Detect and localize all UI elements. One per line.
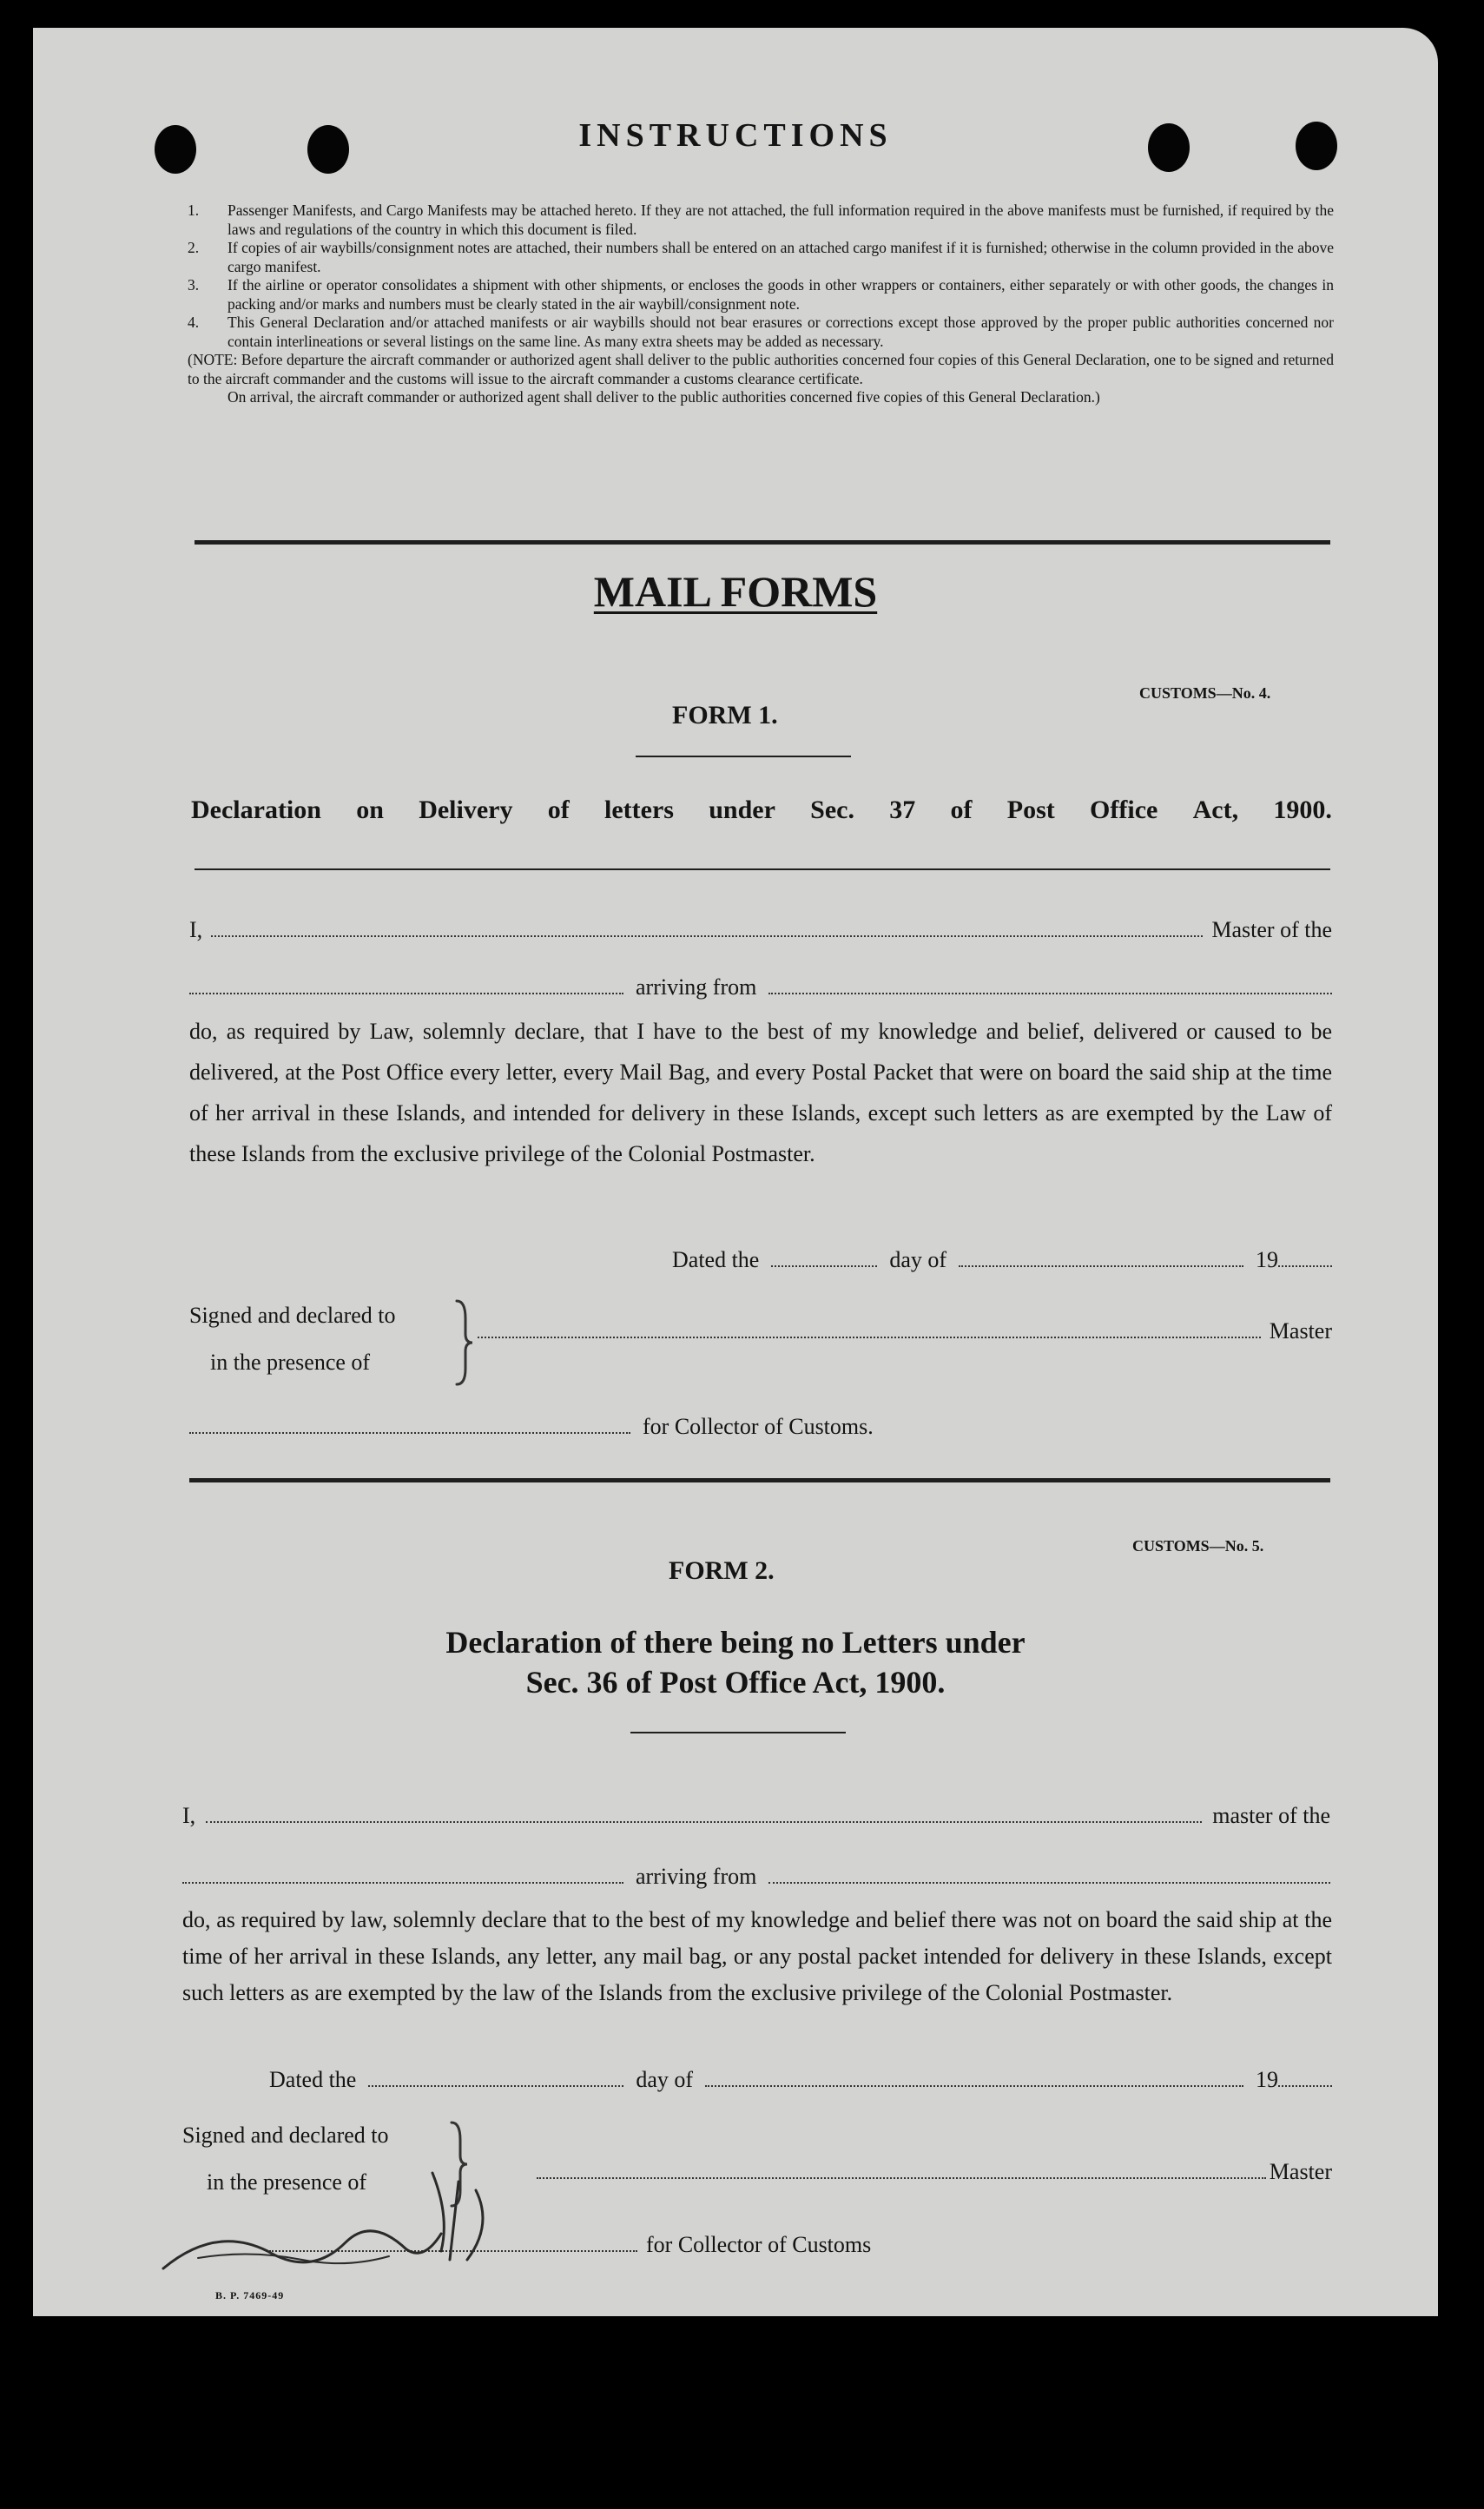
form1-heading bbox=[191, 796, 1332, 825]
form2-title: FORM 2. bbox=[669, 1556, 775, 1585]
form2-collector-line: for Collector of Customs bbox=[269, 2232, 1051, 2258]
instruction-item: 1. Passenger Manifests, and Cargo Manifests may be attached hereto. If they are not attached, the full information required in the above manifests must be furnished, if required by the laws and regulations of the country in which this document is filed. bbox=[188, 201, 1334, 238]
form1-brace bbox=[453, 1299, 476, 1386]
form1-heading-word: on bbox=[356, 796, 384, 824]
form1-heading-word: of bbox=[547, 796, 570, 824]
instruction-item: 2. If copies of air waybills/consignment notes are attached, their numbers shall be entered on an attached cargo manifest if it is furnished; otherwise in the column provided in the above cargo manifest. bbox=[188, 239, 1334, 275]
form2-master-signature-field[interactable] bbox=[537, 2162, 1266, 2179]
form1-heading-rule bbox=[195, 868, 1330, 870]
form-divider bbox=[189, 1478, 1330, 1482]
form1-arriving-from-field[interactable] bbox=[768, 977, 1332, 994]
form2-signed-label: Signed and declared to in the presence of bbox=[182, 2123, 389, 2195]
mail-forms-title: MAIL FORMS bbox=[593, 567, 878, 616]
instruction-note: (NOTE: Before departure the aircraft commander or authorized agent shall deliver to the public authorities concerned four copies of this General Declaration, one to be signed and returned to the aircraft commander and the customs will issue to the aircraft commander a customs clearance certificate. bbox=[188, 351, 1334, 387]
section-divider bbox=[195, 540, 1330, 545]
form2-day-field[interactable] bbox=[368, 2070, 623, 2087]
print-code: B. P. 7469-49 bbox=[215, 2289, 285, 2301]
form1-month-field[interactable] bbox=[959, 1250, 1243, 1267]
form1-collector-signature-field[interactable] bbox=[189, 1416, 630, 1434]
form1-heading-word: Sec. bbox=[810, 796, 854, 824]
form1-year-field[interactable] bbox=[1278, 1250, 1332, 1267]
form1-master-signature-field[interactable] bbox=[478, 1321, 1261, 1338]
form1-heading-word: Office bbox=[1090, 796, 1158, 824]
form2-name-line: I, master of the bbox=[182, 1803, 1330, 1828]
form1-title: FORM 1. bbox=[672, 701, 778, 730]
form2-ship-name-field[interactable] bbox=[182, 1866, 623, 1884]
instructions-title: INSTRUCTIONS bbox=[578, 117, 893, 154]
form1-dated-line: Dated the day of 19 bbox=[672, 1247, 1332, 1273]
form1-declaration-text: do, as required by Law, solemnly declare, that I have to the best of my knowledge and belief, delivered or caused to be delivered, at the Post Office every letter, every Mail Bag, and every Postal Packet that were on board the said ship at the time of her arrival in these Islands, and intended for delivery in these Islands, except such letters as are exempted by the Law of these Islands from the exclusive privilege of the Colonial Postmaster. bbox=[189, 1019, 1332, 1166]
form1-heading-word: 37 bbox=[889, 796, 916, 824]
form1-ship-line: arriving from bbox=[189, 974, 1332, 1000]
form1-heading-word: letters bbox=[604, 796, 674, 824]
form1-master-name-field[interactable] bbox=[211, 920, 1203, 937]
instruction-note-arrival: On arrival, the aircraft commander or authorized agent shall deliver to the public authorities concerned five copies of this General Declaration.) bbox=[228, 388, 1100, 406]
form1-heading-word: Declaration bbox=[191, 796, 321, 824]
form2-month-field[interactable] bbox=[705, 2070, 1243, 2087]
document-sheet bbox=[33, 28, 1438, 2316]
form1-heading-word: Post bbox=[1006, 796, 1055, 824]
form1-day-field[interactable] bbox=[771, 1250, 877, 1267]
form1-customs-number: CUSTOMS—No. 4. bbox=[1139, 684, 1271, 702]
form1-ship-name-field[interactable] bbox=[189, 977, 623, 994]
form1-heading-word: of bbox=[950, 796, 973, 824]
handwritten-signature bbox=[146, 2147, 511, 2294]
form2-customs-number: CUSTOMS—No. 5. bbox=[1132, 1537, 1264, 1555]
form1-heading-word: Act, bbox=[1192, 796, 1239, 824]
instruction-item: 4. This General Declaration and/or attached manifests or air waybills should not bear erasures or corrections except those approved by the proper public authorities concerned nor contain interlineations or several listings on the same line. As many extra sheets may be added as necessary. bbox=[188, 314, 1334, 350]
form1-signature-line: Master bbox=[478, 1318, 1332, 1344]
form2-ship-line: arriving from bbox=[182, 1864, 1330, 1890]
form2-signature-line: Master bbox=[537, 2159, 1332, 2185]
instruction-item: 3. If the airline or operator consolidates a shipment with other shipments, or encloses the goods in other wrappers or containers, either separately or with other goods, the changes in packing and/or marks and numbers must be clearly stated in the air waybill/consignment note. bbox=[188, 276, 1334, 313]
form2-declaration-text: do, as required by law, solemnly declare that to the best of my knowledge and belief there was not on board the said ship at the time of her arrival in these Islands, any letter, any mail bag, or any postal packet intended for delivery in these Islands, except such letters as are exempted by the law of the Islands from the exclusive privilege of the Colonial Postmaster. bbox=[182, 1907, 1332, 2005]
form2-master-name-field[interactable] bbox=[206, 1806, 1202, 1823]
form1-name-line: I, Master of the bbox=[189, 917, 1332, 942]
form2-year-field[interactable] bbox=[1278, 2070, 1332, 2087]
form1-title-underline bbox=[636, 756, 851, 757]
form1-heading-word: Delivery bbox=[419, 796, 513, 824]
form2-heading: Declaration of there being no Letters under Sec. 36 of Post Office Act, 1900. bbox=[445, 1625, 1026, 1700]
form2-arriving-from-field[interactable] bbox=[768, 1866, 1330, 1884]
instructions-list bbox=[188, 201, 1334, 407]
form1-heading-word: 1900. bbox=[1273, 796, 1332, 824]
form2-dated-line: Dated the day of 19 bbox=[269, 2067, 1332, 2093]
form1-collector-line: for Collector of Customs. bbox=[189, 1414, 971, 1440]
form1-signed-label: Signed and declared to in the presence of bbox=[189, 1303, 396, 1375]
form2-heading-underline bbox=[630, 1732, 846, 1733]
form1-heading-word: under bbox=[709, 796, 775, 824]
